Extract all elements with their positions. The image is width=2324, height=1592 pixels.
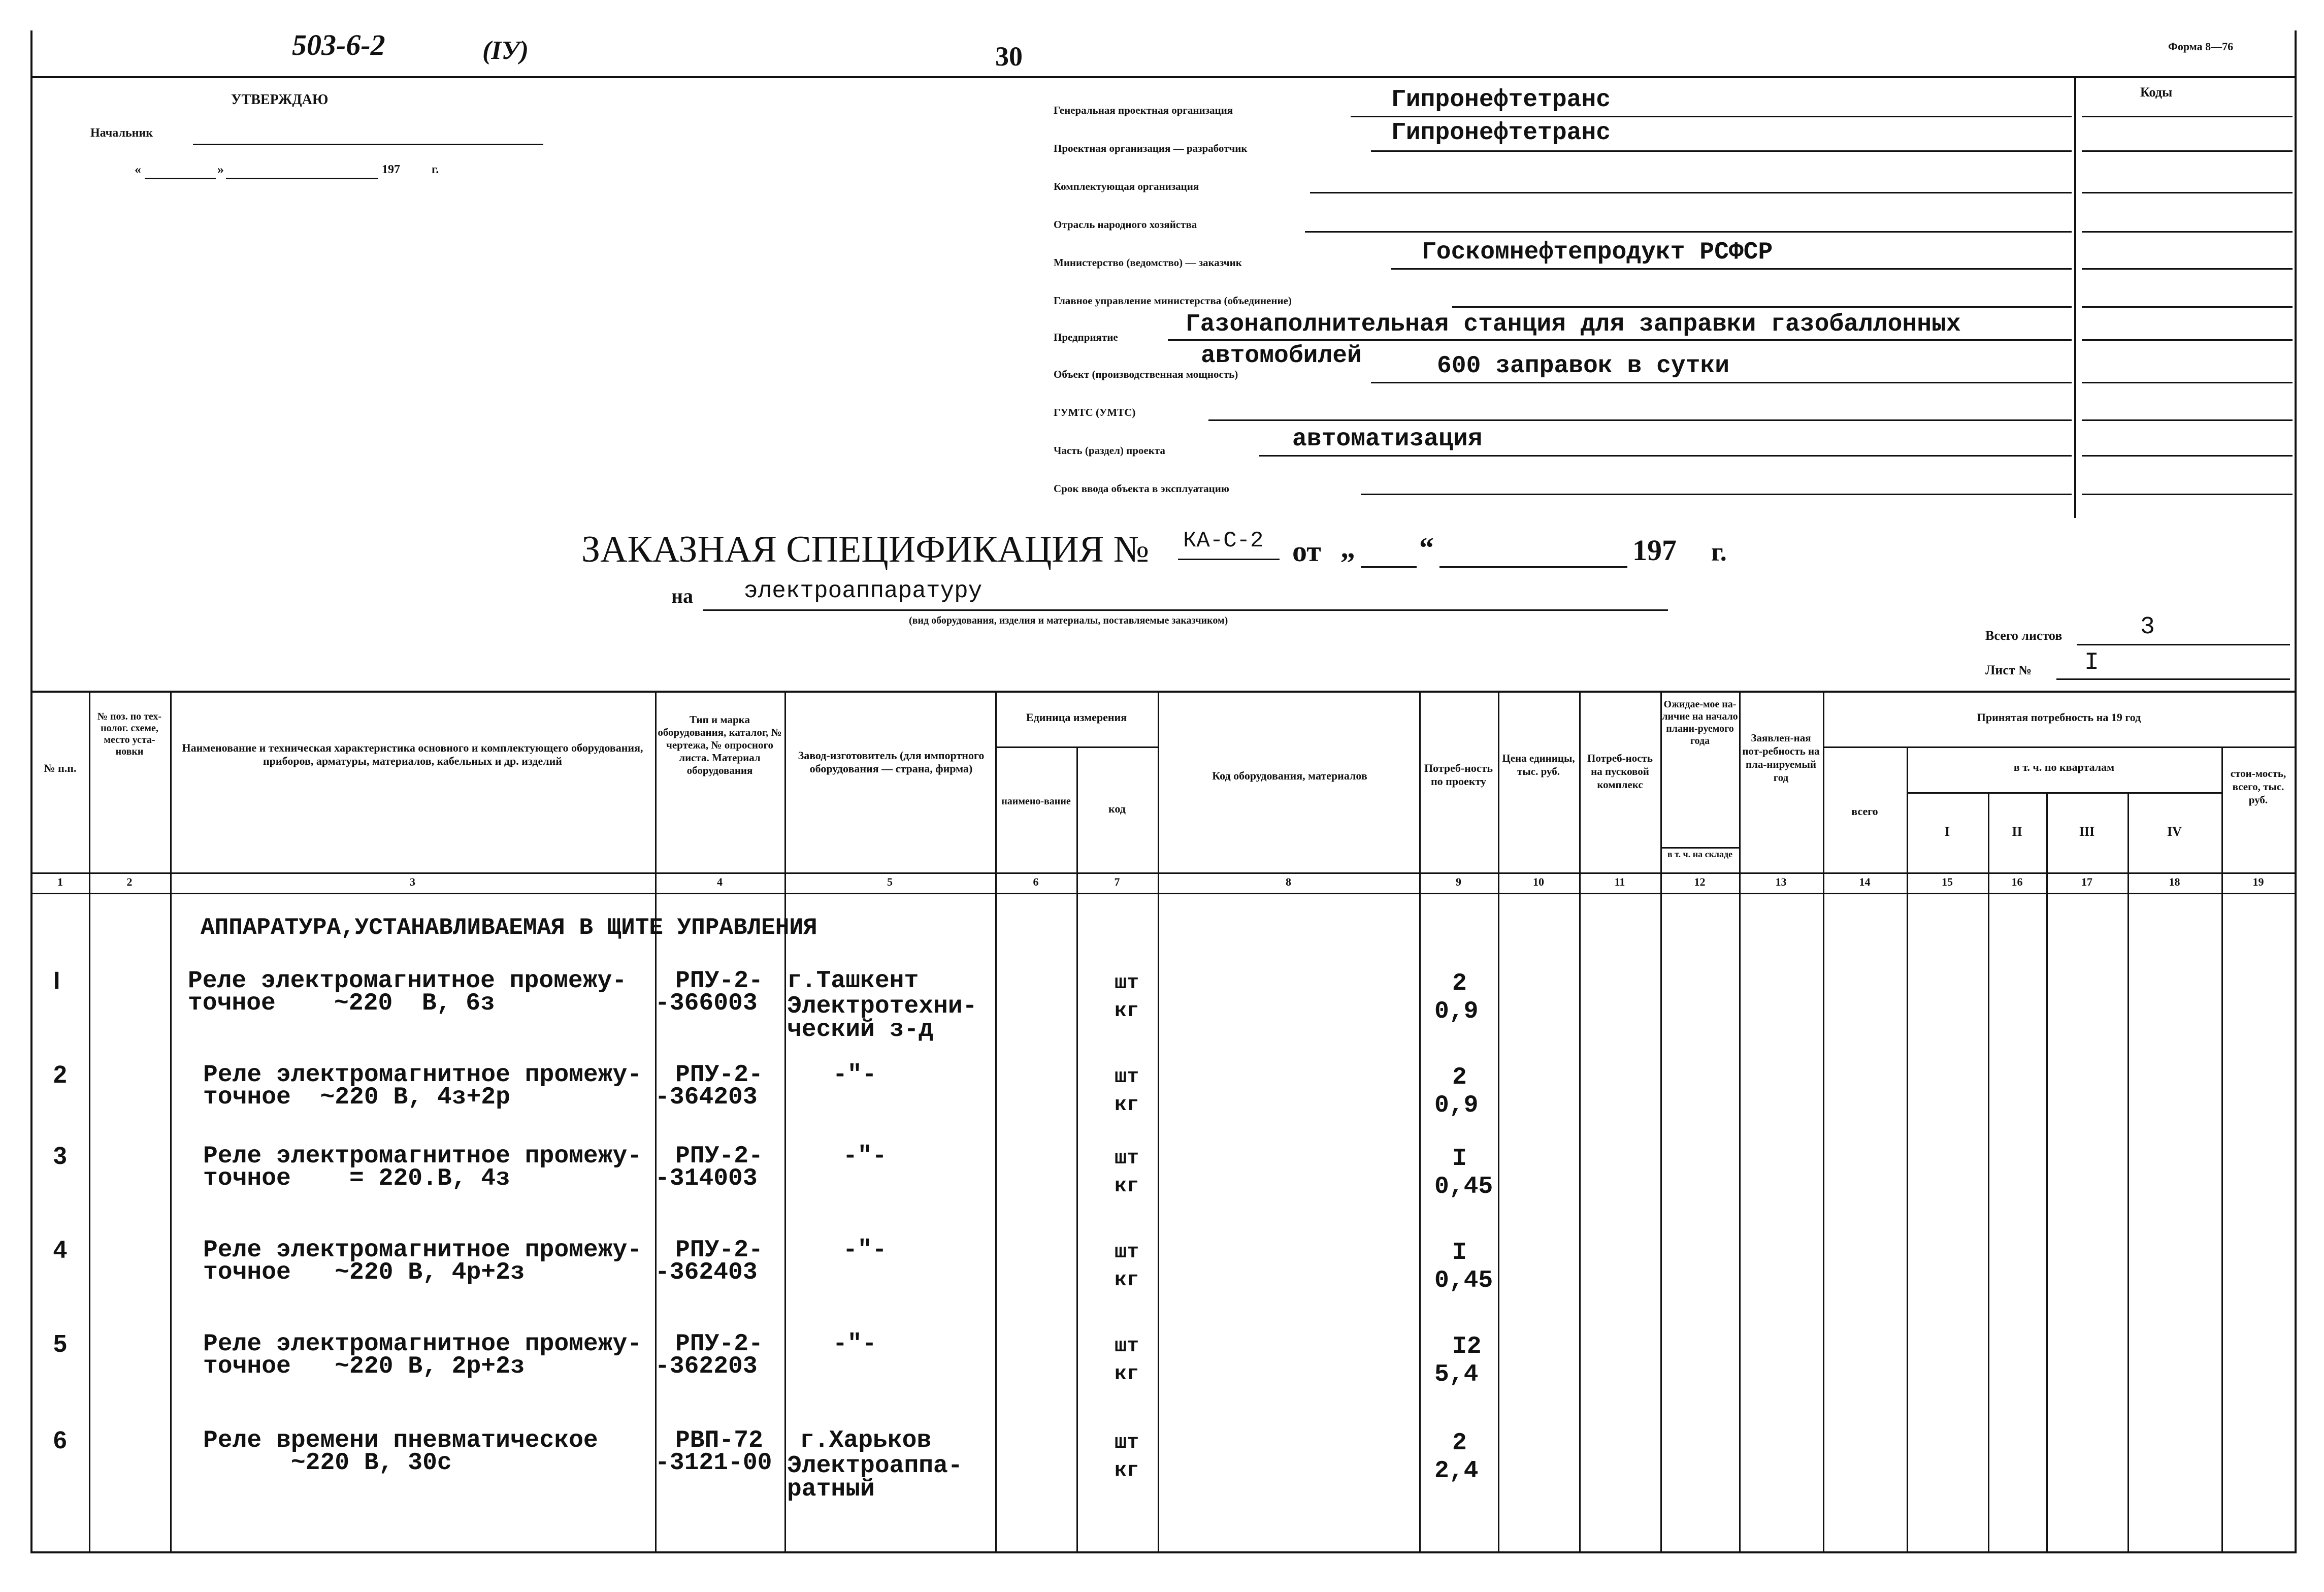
field-line-main-dept [1452, 306, 2072, 308]
col-header-12b: в т. ч. на складе [1667, 849, 1733, 859]
item-type: -3121-00 [655, 1449, 772, 1477]
codes-row-1 [2082, 116, 2293, 117]
row-number: 2 [53, 1061, 67, 1088]
field-line-industry [1305, 231, 2072, 233]
unit-name: кг [1115, 1363, 1139, 1386]
row-number: 4 [53, 1237, 67, 1263]
head-label: Начальник [90, 126, 153, 140]
codes-row-8 [2082, 382, 2293, 383]
col-number: 10 [1533, 875, 1544, 888]
col-header-7: код [1108, 802, 1126, 815]
codes-column-left [2074, 76, 2076, 518]
item-name: Реле электромагнитное промежу- [203, 1143, 642, 1170]
date-mid: » [217, 162, 224, 177]
approval-year-suffix: г. [432, 163, 439, 176]
unit-name: кг [1115, 1000, 1139, 1023]
col-header-2: № поз. по тех-нолог. схеме, место уста-новки [97, 711, 162, 757]
item-type: РПУ-2- [675, 1330, 763, 1358]
spec-on-label: на [671, 584, 694, 607]
codes-row-7 [2082, 339, 2293, 341]
col-header-16: II [2012, 824, 2022, 839]
total-sheets-label: Всего листов [1985, 628, 2063, 643]
unit-group-header: Единица измерения [1026, 711, 1127, 724]
qty-project: I2 [1452, 1333, 1482, 1360]
field-line-object [1371, 382, 2072, 383]
col-number: 16 [2011, 875, 2023, 888]
accepted-group-rule [1823, 746, 2295, 748]
table-body-top [30, 893, 2295, 894]
unit-name: кг [1115, 1269, 1139, 1292]
volume-number: (IУ) [482, 36, 529, 65]
col-header-3: Наименование и техническая характеристика основного и комплектующего оборудования, приборов, арматуры, материалов, кабельных и др. изделий [182, 741, 643, 767]
item-type: РПУ-2- [675, 1143, 763, 1170]
col-header-11: Потреб-ность на пусковой комплекс [1587, 752, 1653, 791]
item-name: точное ~220 В, 4р+2з [203, 1259, 525, 1286]
codes-row-11 [2082, 494, 2293, 495]
field-label-project-part: Часть (раздел) проекта [1054, 444, 1165, 457]
qty-project: 5,4 [1434, 1361, 1479, 1388]
codes-row-3 [2082, 192, 2293, 193]
row-number: 6 [53, 1427, 67, 1454]
form-number: Форма 8—76 [2168, 40, 2234, 53]
row-number: I [53, 967, 60, 994]
col-header-15: I [1944, 824, 1950, 839]
sheet-label: Лист № [1985, 663, 2032, 677]
col-header-14: всего [1851, 805, 1878, 818]
qty-project: 2 [1452, 1429, 1467, 1457]
col-header-1: № п.п. [44, 762, 77, 774]
item-maker: -"- [833, 1330, 877, 1358]
field-value-developer: Гипронефтетранс [1391, 119, 1611, 147]
field-label-industry: Отрасль народного хозяйства [1054, 218, 1197, 231]
item-name: точное ~220 В, 2р+2з [203, 1353, 525, 1380]
item-type: -364203 [655, 1084, 758, 1111]
item-maker: -"- [843, 1237, 887, 1264]
codes-header: Коды [2140, 85, 2173, 100]
field-label-object: Объект (производственная мощность) [1054, 368, 1238, 380]
col-sep-18 [2221, 746, 2223, 1551]
unit-name: шт [1115, 1241, 1139, 1264]
field-line-project-part [1259, 455, 2072, 457]
field-label-gumts: ГУМТС (УМТС) [1054, 406, 1136, 418]
unit-name: шт [1115, 1335, 1139, 1358]
col-sep-14 [1907, 746, 1908, 1551]
quarters-group-header: в т. ч. по кварталам [2013, 761, 2115, 773]
item-type: РПУ-2- [675, 1237, 763, 1264]
qty-project: 0,9 [1434, 1092, 1479, 1119]
codes-row-9 [2082, 419, 2293, 421]
item-type: РПУ-2- [675, 967, 763, 995]
col-sep-5 [995, 691, 997, 1551]
col-number: 14 [1859, 875, 1871, 888]
unit-name: кг [1115, 1175, 1139, 1198]
codes-row-6 [2082, 306, 2293, 308]
field-value-object: 600 заправок в сутки [1437, 352, 1730, 380]
spec-number-line [1178, 559, 1280, 560]
field-value-enterprise: Газонаполнительная станция для заправки газобаллонных [1186, 311, 1961, 338]
col-sep-4 [784, 691, 786, 1551]
item-name: Реле времени пневматическое [203, 1427, 598, 1454]
qty-project: 0,45 [1434, 1267, 1493, 1294]
spec-month-line [1439, 566, 1627, 568]
codes-row-5 [2082, 268, 2293, 270]
item-maker: г.Ташкент [787, 967, 919, 995]
col-header-5: Завод-изготовитель (для импортного оборудования — страна, фирма) [798, 749, 985, 775]
item-name: Реле электромагнитное промежу- [188, 967, 627, 995]
field-label-ministry: Министерство (ведомство) — заказчик [1054, 256, 1242, 269]
col-number: 17 [2081, 875, 2092, 888]
col-sep-7 [1158, 691, 1159, 1551]
col-sep-16 [2046, 792, 2048, 1551]
col-sep-10 [1579, 691, 1581, 1551]
col-number: 12 [1694, 875, 1706, 888]
item-name: точное ~220 В, 6з [188, 990, 495, 1017]
item-maker: ратный [787, 1476, 875, 1503]
field-value-object-cont: автомобилей [1201, 342, 1362, 370]
col-number: 4 [717, 875, 723, 888]
col-number: 18 [2169, 875, 2180, 888]
unit-group-rule [995, 746, 1158, 748]
col-header-17: III [2079, 824, 2095, 839]
head-line [193, 144, 543, 145]
col-number: 3 [410, 875, 415, 888]
field-label-main-dept: Главное управление министерства (объединение) [1054, 295, 1292, 307]
field-label-enterprise: Предприятие [1054, 331, 1118, 343]
col-header-12: Ожидае-мое на-личие на начало плани-руемого года [1662, 699, 1738, 746]
table-top [30, 691, 2295, 693]
col-sep-2 [170, 691, 172, 1551]
qty-project: 0,45 [1434, 1173, 1493, 1200]
item-maker: -"- [833, 1061, 877, 1089]
date-open: « [135, 162, 141, 177]
item-type: РПУ-2- [675, 1061, 763, 1089]
item-name: ~220 В, 30с [203, 1449, 452, 1477]
top-rule [30, 76, 2295, 78]
sheet-line [2056, 678, 2290, 680]
col-sep-6 [1076, 746, 1078, 1551]
field-value-project-part: автоматизация [1292, 426, 1483, 453]
col-sep-17 [2127, 792, 2129, 1551]
spec-from: от [1292, 535, 1321, 568]
series-number: 503-6-2 [292, 28, 385, 61]
item-name: точное = 220.В, 4з [203, 1165, 510, 1192]
field-value-general-org: Гипронефтетранс [1391, 86, 1611, 114]
qty-project: 2,4 [1434, 1457, 1479, 1485]
item-type: -314003 [655, 1165, 758, 1192]
col-header-4: Тип и марка оборудования, каталог, № чертежа, № опросного листа. Материал оборудования [658, 713, 782, 776]
item-name: Реле электромагнитное промежу- [203, 1061, 642, 1089]
unit-name: шт [1115, 1147, 1139, 1170]
item-name: Реле электромагнитное промежу- [203, 1237, 642, 1264]
item-name: Реле электромагнитное промежу- [203, 1330, 642, 1358]
col-sep-1 [89, 691, 90, 1551]
col-header-19: стои-мость, всего, тыс. руб. [2230, 767, 2286, 806]
col-number: 6 [1033, 875, 1039, 888]
field-value-ministry: Госкомнефтепродукт РСФСР [1422, 239, 1773, 266]
col-header-6: наимено-вание [1001, 796, 1071, 807]
item-type: -362403 [655, 1259, 758, 1286]
date-day-line [145, 178, 216, 179]
field-label-general-org: Генеральная проектная организация [1054, 104, 1233, 116]
qty-project: 2 [1452, 970, 1467, 997]
item-type: -366003 [655, 990, 758, 1017]
col-number: 9 [1456, 875, 1461, 888]
spec-subject-line [703, 609, 1668, 611]
codes-row-2 [2082, 150, 2293, 152]
spec-year: 197 [1632, 534, 1677, 567]
col-sep-13 [1823, 691, 1824, 1551]
col-number: 19 [2252, 875, 2264, 888]
col-sep-8 [1419, 691, 1421, 1551]
qty-project: I [1452, 1239, 1467, 1266]
col-number: 7 [1114, 875, 1120, 888]
unit-name: кг [1115, 1094, 1139, 1117]
accepted-group-header: Принятая потребность на 19 год [1977, 711, 2141, 724]
col-number: 15 [1942, 875, 1953, 888]
field-line-completing-org [1310, 192, 2072, 193]
approval-title: УТВЕРЖДАЮ [231, 92, 329, 108]
col-number: 2 [126, 875, 133, 888]
item-maker: г.Харьков [800, 1427, 932, 1454]
col-sep-12 [1739, 691, 1741, 1551]
item-maker: Электроаппа- [787, 1452, 963, 1480]
unit-name: кг [1115, 1459, 1139, 1482]
approval-year: 197 [382, 163, 400, 176]
spec-quote-close: “ [1419, 531, 1434, 564]
sheet-value: I [2084, 649, 2099, 676]
item-name: точное ~220 В, 4з+2р [203, 1084, 510, 1111]
col-number: 5 [887, 875, 893, 888]
total-sheets-line [2077, 644, 2290, 645]
unit-name: шт [1115, 1066, 1139, 1089]
unit-name: шт [1115, 972, 1139, 995]
qty-project: 2 [1452, 1064, 1467, 1091]
col-sep-15 [1988, 792, 1989, 1551]
item-maker: Электротехни- [787, 993, 977, 1020]
total-sheets-value: 3 [2140, 613, 2155, 641]
row-number: 3 [53, 1143, 67, 1169]
col-header-8: Код оборудования, материалов [1212, 769, 1367, 782]
spec-subject-caption: (вид оборудования, изделия и материалы, поставляемые заказчиком) [909, 615, 1228, 626]
field-line-gumts [1208, 419, 2072, 421]
col-sep-11 [1660, 691, 1662, 1551]
col-header-13: Заявлен-ная пот-ребность на пла-нируемый год [1742, 732, 1820, 784]
item-type: -362203 [655, 1353, 758, 1380]
item-type: РВП-72 [675, 1427, 763, 1454]
field-line-enterprise [1168, 339, 2072, 341]
col-header-10: Цена единицы, тыс. руб. [1502, 752, 1575, 777]
codes-row-10 [2082, 455, 2293, 457]
col12-split-rule [1660, 847, 1739, 849]
codes-row-4 [2082, 231, 2293, 233]
col-header-9: Потреб-ность по проекту [1424, 762, 1493, 788]
col-sep-3 [655, 691, 657, 1551]
field-line-general-org [1351, 116, 2072, 117]
field-label-developer: Проектная организация — разработчик [1054, 142, 1248, 154]
spec-quote-open: „ [1340, 531, 1355, 564]
col-number: 11 [1614, 875, 1625, 888]
field-line-commission-date [1361, 494, 2072, 495]
page-number: 30 [995, 41, 1023, 72]
col-sep-9 [1498, 691, 1499, 1551]
qty-project: 0,9 [1434, 998, 1479, 1025]
table-colnum-top [30, 872, 2295, 874]
qty-project: I [1452, 1145, 1467, 1173]
spec-subject: электроаппаратуру [744, 578, 983, 604]
field-label-completing-org: Комплектующая организация [1054, 180, 1199, 192]
unit-name: шт [1115, 1432, 1139, 1454]
col-number: 13 [1775, 875, 1787, 888]
spec-title: ЗАКАЗНАЯ СПЕЦИФИКАЦИЯ № [581, 529, 1150, 570]
item-maker: ческий з-д [787, 1016, 934, 1044]
field-line-ministry [1391, 268, 2072, 270]
col-header-18: IV [2167, 824, 2182, 839]
item-maker: -"- [843, 1143, 887, 1170]
col-number: 1 [57, 875, 63, 888]
date-month-line [226, 178, 378, 179]
row-number: 5 [53, 1330, 67, 1357]
field-line-developer [1371, 150, 2072, 152]
spec-year-suffix: г. [1711, 538, 1727, 567]
quarters-group-rule [1907, 792, 2221, 794]
col-number: 8 [1286, 875, 1291, 888]
field-label-commission-date: Срок ввода объекта в эксплуатацию [1054, 482, 1229, 495]
spec-day-line [1361, 566, 1417, 568]
spec-number: КА-С-2 [1183, 528, 1264, 554]
section-title: АППАРАТУРА,УСТАНАВЛИВАЕМАЯ В ЩИТЕ УПРАВЛЕНИЯ [201, 915, 817, 941]
